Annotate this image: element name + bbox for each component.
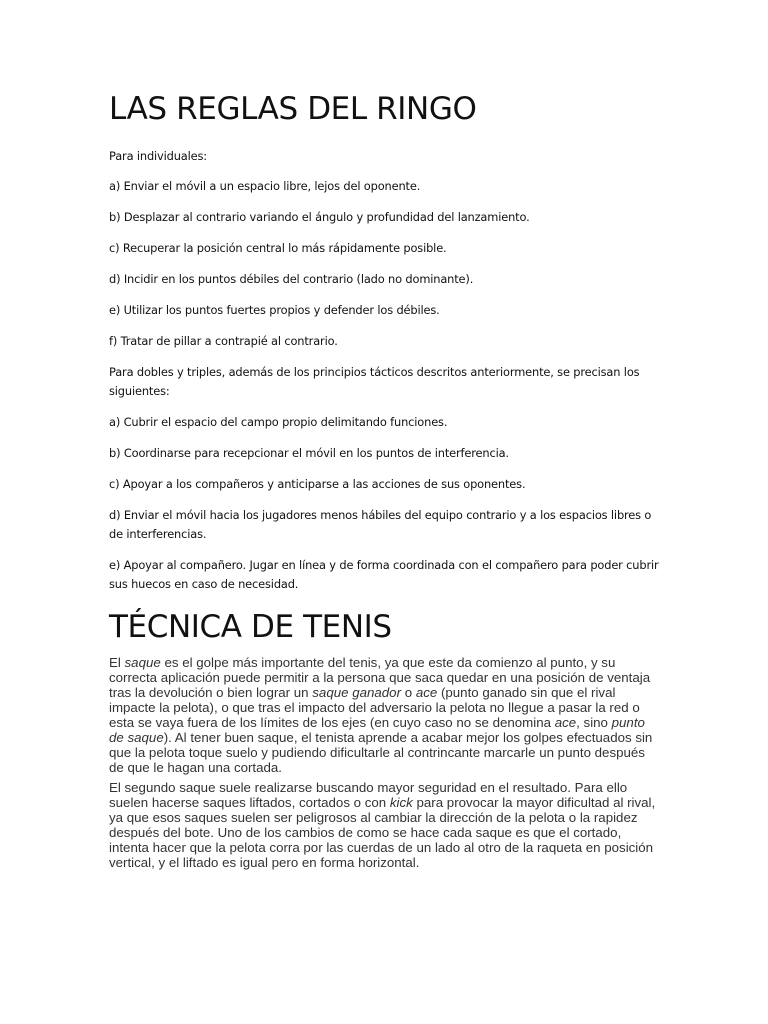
- individual-intro: Para individuales:: [109, 149, 207, 163]
- p1-run-italic: saque: [124, 655, 161, 670]
- tenis-paragraph-2: [109, 780, 661, 870]
- team-rule-a: a) Cubrir el espacio del campo propio delimitando funciones.: [109, 415, 448, 429]
- rules-section: [109, 147, 661, 594]
- p1-run: , sino: [576, 715, 612, 730]
- p1-run: es el golpe más importante del tenis, ya que este da comienzo al punto, y su correcta aplicación puede permitir a la persona que saca quedar en una posición de ventaja tras la devolución o bien lograr un: [109, 655, 651, 700]
- p1-run-italic: ace: [415, 685, 438, 700]
- p1-run: El: [109, 655, 125, 670]
- p2-run: para provocar la mayor dificultad al rival, ya que esos saques suelen ser peligrosos al cambiar la dirección de la pelota o la rapidez después del bote. Uno de los cambios de como se hace cada saque es que el cortado, intenta hacer que la pelota corra por las cuerdas de un lado al otro de la raqueta en posición vertical, y el liftado es igual pero en forma horizontal.: [109, 795, 656, 870]
- team-rule-e: e) Apoyar al compañero. Jugar en línea y de forma coordinada con el compañero para poder cubrir sus huecos en caso de necesidad.: [109, 558, 659, 591]
- p1-run: ). Al tener buen saque, el tenista aprende a acabar mejor los golpes efectuados sin que la pelota toque suelo y pudiendo dificultarle al contrincante marcarle un punto después de que le hagan una cortada.: [109, 730, 653, 775]
- p1-run-italic: punto de saque: [109, 715, 645, 745]
- team-rule-d: d) Enviar el móvil hacia los jugadores menos hábiles del equipo contrario y a los espacios libres o de interferencias.: [109, 508, 652, 541]
- individual-rule-e: e) Utilizar los puntos fuertes propios y defender los débiles.: [109, 303, 440, 317]
- p1-run-italic: ace: [554, 715, 577, 730]
- individual-rule-b: b) Desplazar al contrario variando el ángulo y profundidad del lanzamiento.: [109, 210, 530, 224]
- title-reglas-ringo: LAS REGLAS DEL RINGO: [109, 91, 477, 127]
- p1-run: o: [401, 685, 416, 700]
- p2-run-italic: kick: [389, 795, 413, 810]
- tenis-paragraph-1: [109, 655, 661, 775]
- tenis-section: [109, 655, 661, 870]
- p1-run-italic: saque ganador: [312, 685, 402, 700]
- team-rule-c: c) Apoyar a los compañeros y anticiparse a las acciones de sus oponentes.: [109, 477, 526, 491]
- p2-run: El segundo saque suele realizarse buscando mayor seguridad en el resultado. Para ello suelen hacerse saques liftados, cortados o con: [109, 780, 628, 810]
- individual-rule-a: a) Enviar el móvil a un espacio libre, lejos del oponente.: [109, 179, 421, 193]
- individual-rule-c: c) Recuperar la posición central lo más rápidamente posible.: [109, 241, 447, 255]
- individual-rule-d: d) Incidir en los puntos débiles del contrario (lado no dominante).: [109, 272, 474, 286]
- document-content: [109, 88, 661, 875]
- team-rule-b: b) Coordinarse para recepcionar el móvil en los puntos de interferencia.: [109, 446, 509, 460]
- title-tecnica-tenis: TÉCNICA DE TENIS: [109, 609, 392, 645]
- p1-run: (punto ganado sin que el rival impacte la pelota), o que tras el impacto del adversario la pelota no llegue a pasar la red o esta se vaya fuera de los límites de los ejes (en cuyo caso no se denomina: [109, 685, 640, 730]
- team-intro: Para dobles y triples, además de los principios tácticos descritos anteriormente, se precisan los siguientes:: [109, 365, 640, 398]
- individual-rule-f: f) Tratar de pillar a contrapié al contrario.: [109, 334, 338, 348]
